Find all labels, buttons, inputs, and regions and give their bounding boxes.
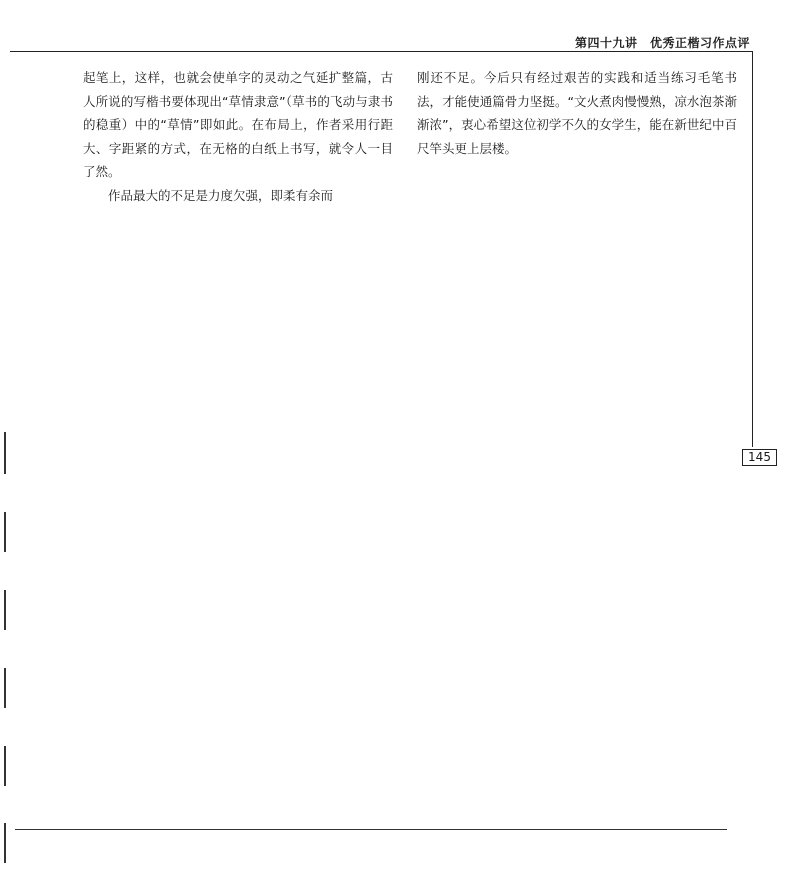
scan-edge-mark	[4, 512, 6, 552]
page-number: 145	[742, 449, 777, 466]
scan-edge-mark	[4, 590, 6, 630]
right-text-column	[417, 66, 737, 160]
body-paragraph: 刚还不足。今后只有经过艰苦的实践和适当练习毛笔书法，才能使通篇骨力坚挺。“文火煮肉慢慢熟，凉水泡茶渐渐浓”，衷心希望这位初学不久的女学生，能在新世纪中百尺竿头更上层楼。	[417, 70, 737, 156]
footer-rule	[15, 829, 727, 830]
scan-edge-mark	[4, 746, 6, 786]
running-header-title: 第四十九讲 优秀正楷习作点评	[574, 36, 750, 50]
scan-edge-mark	[4, 823, 6, 863]
page-edge-rule	[752, 52, 753, 447]
header-rule	[10, 51, 753, 52]
scan-edge-mark	[4, 432, 6, 474]
body-paragraph: 起笔上，这样，也就会使单字的灵动之气延扩整篇，古人所说的写楷书要体现出“草情隶意”（草书的飞动与隶书的稳重）中的“草情”即如此。在布局上，作者采用行距大、字距紧的方式，在无格的白纸上书写，就令人一目了然。	[83, 70, 393, 179]
left-text-column	[83, 66, 393, 207]
scan-edge-mark	[4, 668, 6, 708]
body-paragraph: 作品最大的不足是力度欠强，即柔有余而	[108, 187, 334, 203]
